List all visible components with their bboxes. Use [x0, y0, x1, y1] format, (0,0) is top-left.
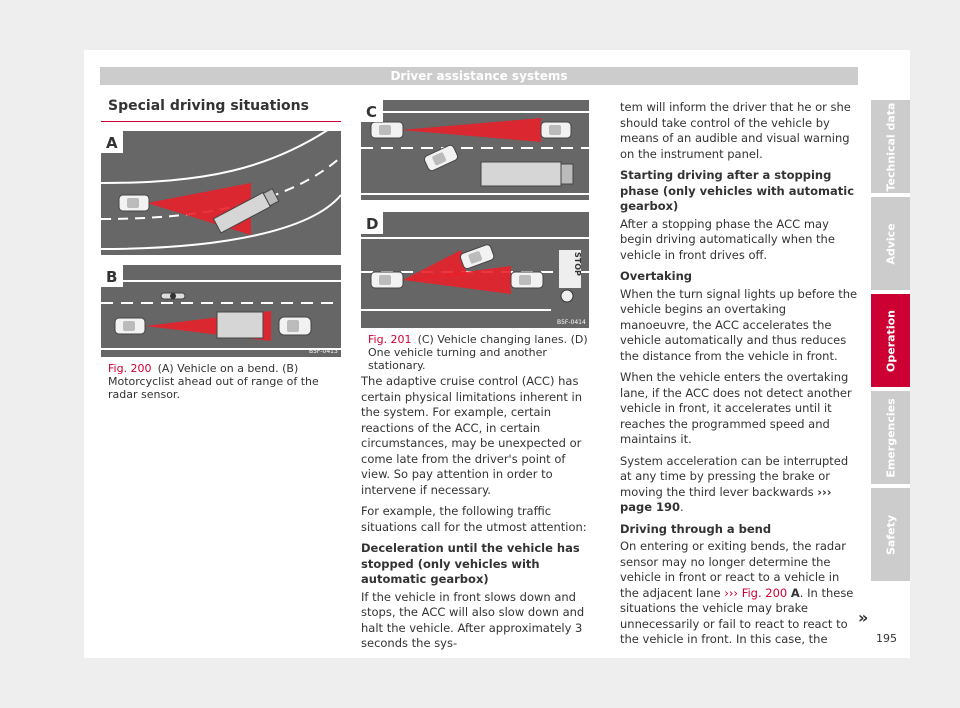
continue-arrow: » [858, 608, 869, 627]
tab-label: Operation [884, 309, 897, 372]
figure-201-caption-text: (C) Vehicle changing lanes. (D) One vehicle turning and another stationary. [368, 333, 588, 372]
paragraph-text: On entering or exiting bends, the radar sensor may no longer determine the vehicle in front or react to a vehicle in the adjacent lane [620, 539, 846, 600]
figure-200 [101, 131, 341, 357]
page-link-arrow[interactable]: ››› [817, 484, 832, 499]
figure-code: B5F-0414 [557, 319, 586, 326]
motorcycle-icon [161, 293, 185, 299]
section-title: Special driving situations [108, 98, 309, 114]
truck-icon [481, 162, 573, 186]
figure-link[interactable]: Fig. 200 [741, 585, 788, 600]
page-link[interactable]: page 190 [620, 500, 681, 514]
panel-b [101, 265, 341, 357]
figure-200-illustration [101, 131, 341, 357]
title-rule [101, 121, 341, 122]
figure-201-label: Fig. 201 [368, 333, 412, 346]
paragraph: When the vehicle enters the overtaking lane, if the ACC does not detect another vehicle in front, it accelerates until it reaches the programmed speed and maintains it. [620, 370, 852, 446]
tab-technical-data[interactable] [871, 100, 910, 193]
tab-emergencies[interactable] [871, 391, 910, 484]
paragraph-text: . In these situations the vehicle may brake unnecessarily or fail to react to react to the vehicle in front. In this case, the [620, 585, 854, 646]
paragraph [620, 539, 858, 648]
tab-operation[interactable] [871, 294, 910, 387]
paragraph [620, 454, 858, 516]
panel-letter-a: A [106, 134, 118, 152]
tab-label: Emergencies [884, 397, 897, 478]
subheading: Driving through a bend [620, 521, 772, 536]
tab-label: Advice [884, 222, 897, 265]
text-column-middle [361, 374, 589, 658]
page-header: Driver assistance systems [100, 67, 858, 85]
tab-safety[interactable] [871, 488, 910, 581]
tab-label: Safety [884, 514, 897, 555]
truck-icon [217, 312, 263, 338]
tab-advice[interactable] [871, 197, 910, 290]
paragraph: When the turn signal lights up before the vehicle begins an overtaking manoeuvre, the ACC accelerates the vehicle automatically and thus reduces the distance from the vehicle in front. [620, 286, 858, 363]
subheading: Overtaking [620, 269, 693, 283]
tab-label: Technical data [884, 102, 897, 191]
figure-link-arrow[interactable]: ››› [724, 585, 739, 600]
panel-letter-b: B [106, 268, 118, 286]
car-icon [119, 195, 149, 211]
car-icon [371, 272, 403, 288]
paragraph: The adaptive cruise control (ACC) has certain physical limitations inherent in the system. For example, certain reactions of the ACC, in certain circumstances, may be unexpected or come late from the driver's point of view. So pay attention in order to intervene if necessary. [361, 374, 582, 497]
paragraph-text: . [680, 500, 684, 514]
figure-200-label: Fig. 200 [108, 362, 152, 375]
figure-link-letter[interactable]: A [790, 585, 800, 600]
panel-letter-c: C [366, 103, 378, 121]
subheading: Deceleration until the vehicle has stopped (only vehicles with automatic gearbox) [361, 541, 580, 586]
car-icon [279, 317, 311, 335]
figure-200-caption-text: (A) Vehicle on a bend. (B) Motorcyclist ahead out of range of the radar sensor. [108, 362, 319, 401]
figure-201 [361, 100, 589, 328]
car-icon [371, 122, 403, 138]
car-icon [541, 122, 571, 138]
page-number: 195 [876, 632, 897, 645]
panel-letter-d: D [366, 215, 379, 233]
figure-200-caption [108, 362, 338, 401]
paragraph: tem will inform the driver that he or she should take control of the vehicle by means of an audible and visual warning on the instrument panel. [620, 100, 851, 161]
subheading: Starting driving after a stopping phase (only vehicles with automatic gearbox) [620, 168, 855, 213]
figure-201-caption [368, 333, 588, 372]
paragraph: For example, the following traffic situations call for the utmost attention: [361, 504, 587, 534]
figure-201-illustration [361, 100, 589, 328]
stop-sign-text: STOP [573, 252, 582, 276]
text-column-right [620, 100, 858, 654]
figure-code: B5F-0413 [309, 348, 338, 355]
car-icon [511, 272, 543, 288]
paragraph-text: System acceleration can be interrupted at any time by pressing the brake or moving the third lever backwards [620, 453, 849, 499]
paragraph: After a stopping phase the ACC may begin driving automatically when the vehicle in front drives off. [620, 216, 835, 262]
car-icon [115, 318, 145, 334]
paragraph: If the vehicle in front slows down and stops, the ACC will also slow down and halt the vehicle. After approximately 3 seconds the sys- [361, 589, 585, 650]
